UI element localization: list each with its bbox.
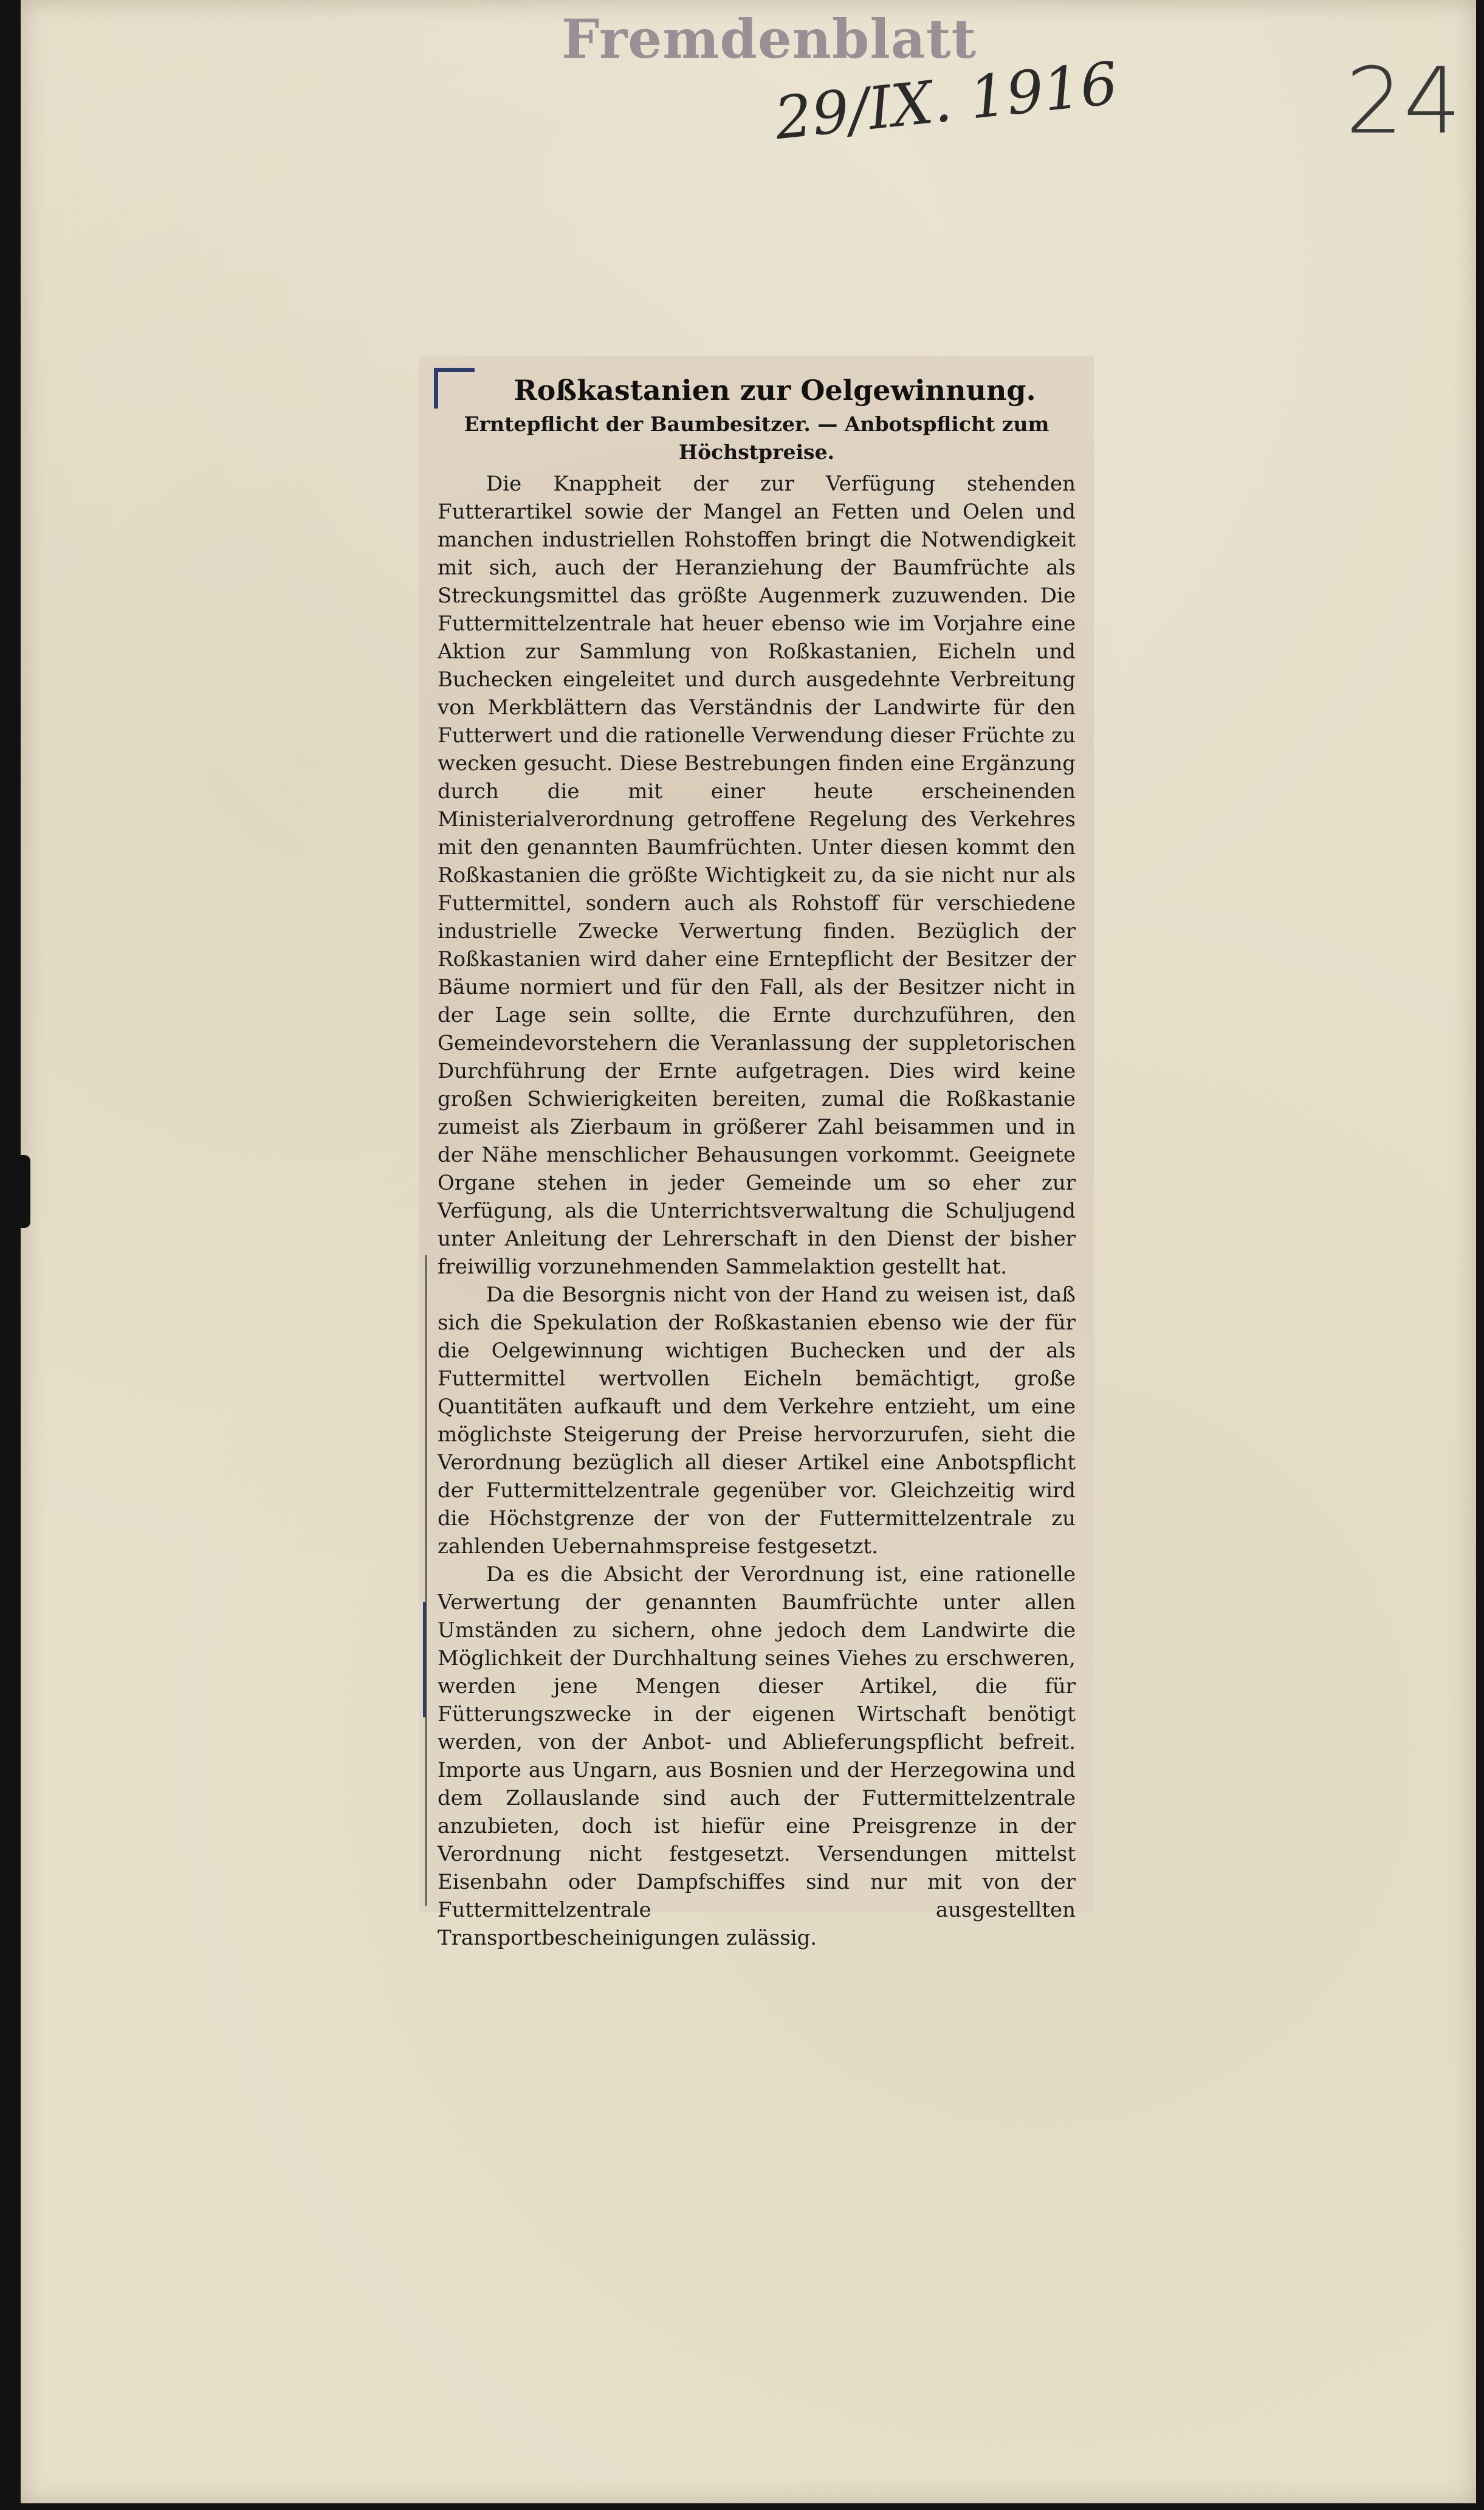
article-body	[438, 470, 1076, 1952]
newspaper-stamp: Fremdenblatt	[562, 7, 977, 71]
article-title: Roßkastanien zur Oelgewinnung.	[514, 374, 1036, 407]
margin-line	[425, 1255, 427, 1906]
article-paragraph-3: Da es die Absicht der Verordnung ist, eine rationelle Verwertung der genannten Baumfrüchte unter allen Umständen zu sichern, ohne jedoch dem Landwirte die Möglichkeit der Durchhaltung seines Viehes zu erschweren, werden jene Mengen dieser Artikel, die für Fütterungszwecke in der eigenen Wirtschaft benötigt werden, von der Anbot- und Ablieferungspflicht befreit. Importe aus Ungarn, aus Bosnien und der Herzegowina und dem Zollauslande sind auch der Futtermittelzentrale anzubieten, doch ist hiefür eine Preisgrenze in der Verordnung nicht festgesetzt. Versendungen mittelst Eisenbahn oder Dampfschiffes sind nur mit von der Futtermittelzentrale ausgestellten Transportbescheinigungen zulässig.	[438, 1562, 1076, 1950]
handwritten-date: 29/IX. 1916	[771, 49, 1121, 153]
blue-pencil-mark	[434, 368, 475, 409]
article-subtitle: Erntepflicht der Baumbesitzer. — Anbotspflicht zum Höchstpreise.	[464, 412, 1049, 464]
handwritten-page-number: 24	[1345, 49, 1462, 154]
article-paragraph-2: Da die Besorgnis nicht von der Hand zu weisen ist, daß sich die Spekulation der Roßkastanien ebenso wie der für die Oelgewinnung wichtigen Buchecken und der als Futtermittel wertvollen Eicheln bemächtigt, große Quantitäten aufkauft und dem Verkehre entzieht, um eine möglichste Steigerung der Preise hervorzurufen, sieht die Verordnung bezüglich all dieser Artikel eine Anbotspflicht der Futtermittelzentrale gegenüber vor. Gleichzeitig wird die Höchstgrenze der von der Futtermittelzentrale zu zahlenden Uebernahmspreise festgesetzt.	[438, 1283, 1076, 1559]
newspaper-clipping	[419, 356, 1094, 1950]
article-paragraph-1: Die Knappheit der zur Verfügung stehenden Futterartikel sowie der Mangel an Fetten und Oelen und manchen industriellen Rohstoffen bringt die Notwendigkeit mit sich, auch der Heranziehung der Baumfrüchte als Streckungsmittel das größte Augenmerk zuzuwenden. Die Futtermittelzentrale hat heuer ebenso wie im Vorjahre eine Aktion zur Sammlung von Roßkastanien, Eicheln und Buchecken eingeleitet und durch ausgedehnte Verbreitung von Merkblättern das Verständnis der Landwirte für den Futterwert und die rationelle Verwendung dieser Früchte zu wecken gesucht. Diese Bestrebungen finden eine Ergänzung durch die mit einer heute erscheinenden Ministerialverordnung getroffene Regelung des Verkehres mit den genannten Baumfrüchten. Unter diesen kommt den Roßkastanien die größte Wichtigkeit zu, da sie nicht nur als Futtermittel, sondern auch als Rohstoff für verschiedene industrielle Zwecke Verwertung finden. Bezüglich der Roßkastanien wird daher eine Erntepflicht der Besitzer der Bäume normiert und für den Fall, als der Besitzer nicht in der Lage sein sollte, die Ernte durchzuführen, den Gemeindevorstehern die Veranlassung der suppletorischen Durchführung der Ernte aufgetragen. Dies wird keine großen Schwierigkeiten bereiten, zumal die Roßkastanie zumeist als Zierbaum in größerer Zahl beisammen und in der Nähe menschlicher Behausungen vorkommt. Geeignete Organe stehen in jeder Gemeinde um so eher zur Verfügung, als die Unterrichtsverwaltung die Schuljugend unter Anleitung der Lehrerschaft in den Dienst der bisher freiwillig vorzunehmenden Sammelaktion gestellt hat.	[438, 472, 1076, 1279]
